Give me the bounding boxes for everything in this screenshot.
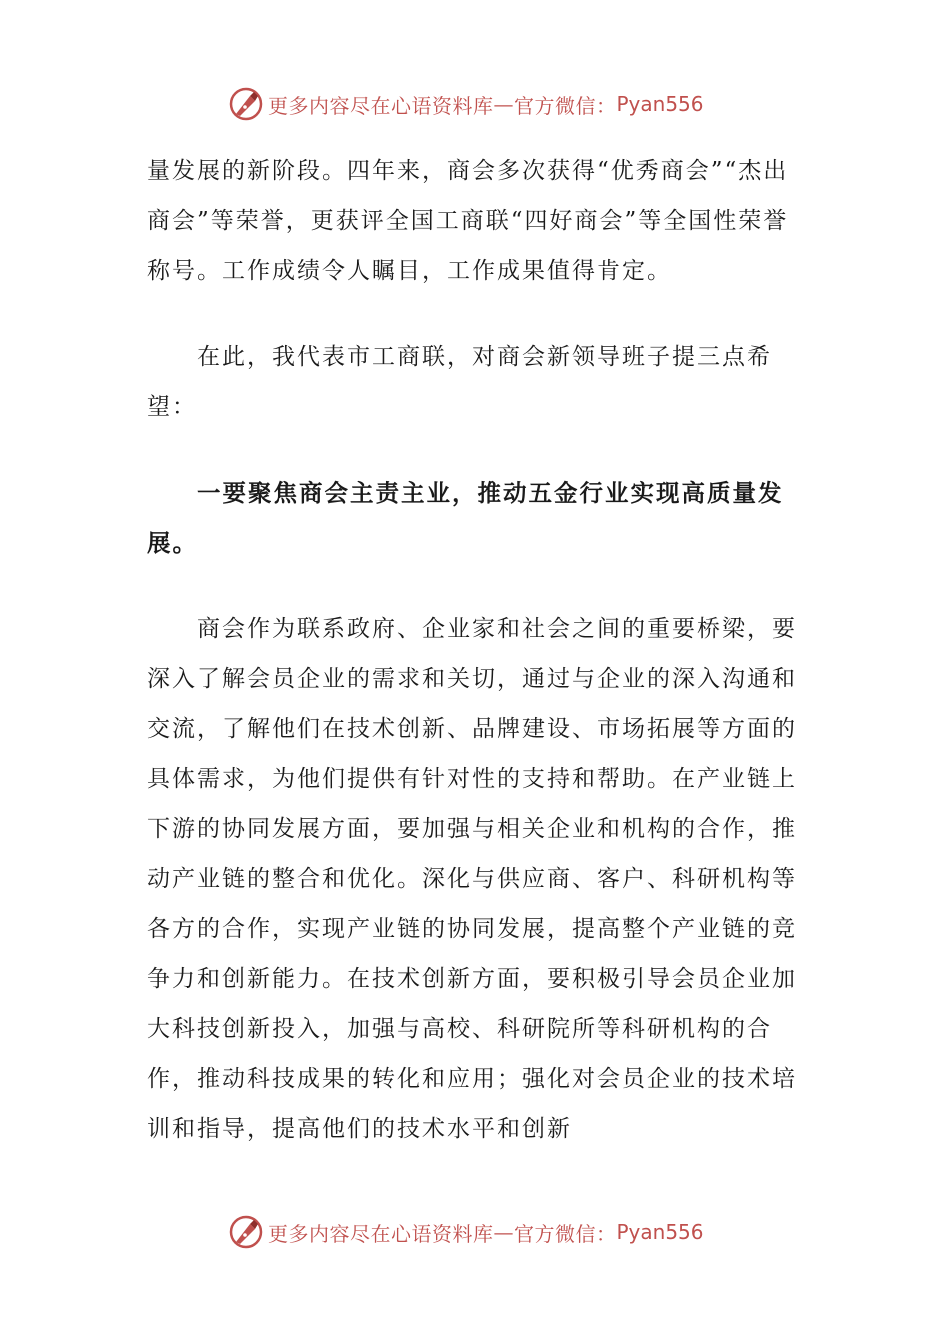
wechat-id: Pyan556 [616,1220,704,1244]
separator: — [493,92,514,116]
section-heading: 一要聚焦商会主责主业，推动五金行业实现高质量发展。 [147,479,784,557]
paragraph-3: 商会作为联系政府、企业家和社会之间的重要桥梁，要深入了解会员企业的需求和关切，通过与企业的深入沟通和交流，了解他们在技术创新、品牌建设、市场拓展等方面的具体需求，为他们提供有针对性的支持和帮助。在产业链上下游的协同发展方面，要加强与相关企业和机构的合作，推动产业链的整合和优化。深化与供应商、客户、科研机构等各方的合作，实现产业链的协同发展，提高整个产业链的竞争力和创新能力。在技术创新方面，要积极引导会员企业加大科技创新投入，加强与高校、科研院所等科研机构的合作，推动科技成果的转化和应用；强化对会员企业的技术培训和指导，提高他们的技术水平和创新 [147,616,797,1142]
document-body [147,146,797,1154]
paragraph-2: 在此，我代表市工商联，对商会新领导班子提三点希望： [147,344,772,420]
separator: — [493,1220,514,1244]
wechat-label: 官方微信： [514,93,617,118]
brand-text: 更多内容尽在心语资料库 [268,1221,494,1246]
header-banner [228,84,704,124]
wechat-id: Pyan556 [616,92,704,116]
wechat-label: 官方微信： [514,1221,617,1246]
paragraph-1: 量发展的新阶段。四年来，商会多次获得“优秀商会”“杰出商会”等荣誉，更获评全国工商联“四好商会”等全国性荣誉称号。工作成绩令人瞩目，工作成果值得肯定。 [147,158,789,284]
footer-banner [228,1212,704,1252]
pen-nib-logo-icon [228,1214,264,1250]
pen-nib-logo-icon [228,86,264,122]
brand-text: 更多内容尽在心语资料库 [268,93,494,118]
